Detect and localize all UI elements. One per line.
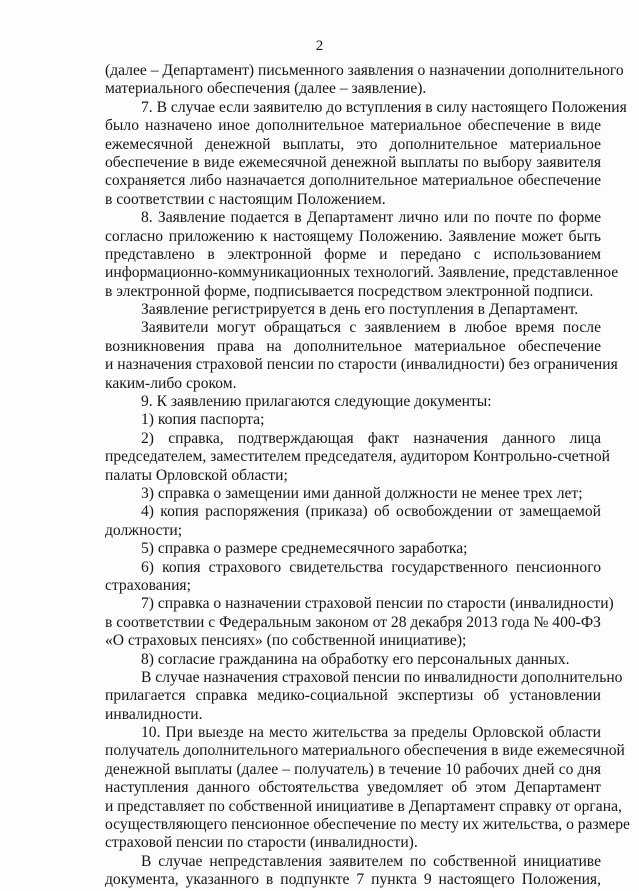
text-line: представлено в электронной форме и передано с использованием [105,245,601,263]
text-line: 5) справка о размере среднемесячного заработка; [141,540,468,558]
text-line: 8. Заявление подается в Департамент лично или по почте по форме [141,209,601,227]
text-line: (далее – Департамент) письменного заявления о назначении дополнительного [105,62,624,79]
text-line: 7) справка о назначении страховой пенсии по старости (инвалидности) [141,595,614,613]
paragraph [105,651,601,669]
text-line: обеспечение в виде ежемесячной денежной выплаты по выбору заявителя [105,153,601,171]
paragraph [105,393,601,411]
text-line: информационно-коммуникационных технологий. Заявление, представленное [105,264,619,282]
paragraph [105,301,601,319]
text-line: 4) копия распоряжения (приказа) об освобождении от замещаемой [141,503,601,521]
text-line: инвалидности. [105,705,203,723]
text-line: денежной выплаты (далее – получатель) в течение 10 рабочих дней со дня [105,760,601,778]
text-line: в соответствии с настоящим Положением. [105,190,386,208]
text-line: каким-либо сроком. [105,374,237,392]
text-line: палаты Орловской области; [105,466,288,484]
text-line: 10. При выезде на место жительства за пределы Орловской области [141,724,601,742]
text-line: «О страховых пенсиях» (по собственной инициативе); [105,632,467,650]
text-line: материального обеспечения (далее – заявление). [105,80,427,98]
page-number: 2 [315,38,324,54]
paragraph [105,429,611,485]
text-line: 7. В случае если заявителю до вступления в силу настоящего Положения [141,98,627,116]
text-line: председателем, заместителем председателя, аудитором Контрольно-счетной [105,448,611,466]
text-line: наступления данного обстоятельства уведомляет об этом Департамент [105,779,601,797]
text-line: было назначено иное дополнительное материальное обеспечение в виде [105,117,601,135]
paragraph [105,595,614,650]
paragraph [105,485,601,503]
text-line: осуществляющего пенсионное обеспечение по месту их жительства, о размере [105,816,630,834]
text-line: согласно приложению к настоящему Положению. Заявление может быть [105,227,601,245]
text-line: в соответствии с Федеральным законом от 28 декабря 2013 года № 400-ФЗ [105,613,601,631]
paragraph [105,724,630,853]
text-line: должности; [105,521,183,539]
text-line: В случае непредставления заявителем по собственной инициативе [141,852,601,870]
paragraph [105,559,601,596]
text-line: В случае назначения страховой пенсии по инвалидности дополнительно [141,668,623,686]
paragraph [105,853,601,890]
text-line: Заявители могут обращаться с заявлением в любое время после [141,319,601,337]
text-line: и представляет по собственной инициативе в Департамент справку от органа, [105,797,622,815]
text-line: сохраняется либо назначается дополнительное материальное обеспечение [105,172,601,190]
text-line: Заявление регистрируется в день его поступления в Департамент. [141,301,579,319]
text-line: возникновения права на дополнительное материальное обеспечение [105,337,601,355]
text-line: прилагается справка медико-социальной экспертизы об установлении [105,687,601,705]
text-line: документа, указанного в подпункте 7 пункта 9 настоящего Положения, [105,871,601,889]
text-line: страхования; [105,576,191,594]
text-line: страховой пенсии по старости (инвалидности). [105,834,418,852]
text-line: и назначения страховой пенсии по старости (инвалидности) без ограничения [105,356,618,374]
paragraph [105,503,601,540]
text-line: 3) справка о замещении ими данной должности не менее трех лет; [141,484,583,502]
text-line: получатель дополнительного материального обеспечения в виде ежемесячной [105,742,625,760]
paragraph [105,98,627,209]
text-line: ежемесячной денежной выплаты, это дополнительное материальное [105,135,601,153]
paragraph [105,319,618,393]
document-body [105,62,630,890]
text-line: 2) справка, подтверждающая факт назначения данного лица [141,429,601,447]
paragraph [105,540,601,558]
text-line: 8) согласие гражданина на обработку его персональных данных. [141,650,570,668]
paragraph [105,668,623,724]
paragraph [105,62,624,99]
paragraph [105,411,601,429]
paragraph [105,209,619,301]
text-line: в электронной форме, подписывается посредством электронной подписи. [105,282,594,300]
text-line: 6) копия страхового свидетельства государственного пенсионного [141,558,601,576]
text-line: 9. К заявлению прилагаются следующие документы: [141,393,492,411]
text-line: 1) копия паспорта; [141,411,265,429]
